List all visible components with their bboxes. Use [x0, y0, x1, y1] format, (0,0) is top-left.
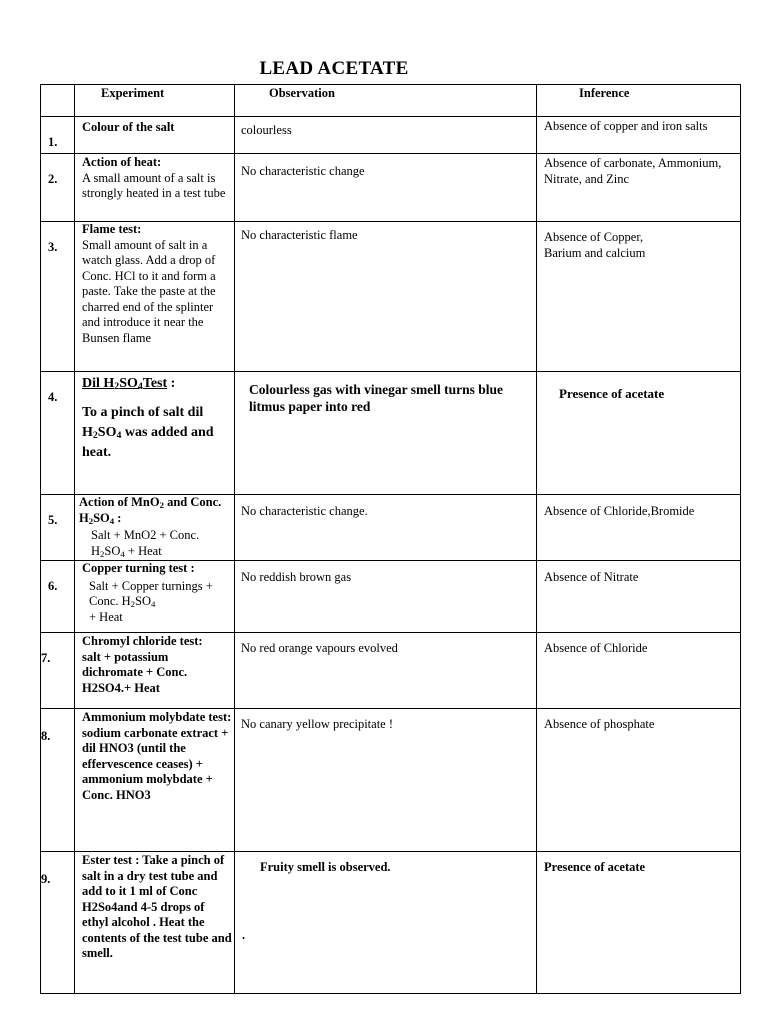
table-row — [41, 495, 741, 561]
table-row — [41, 117, 741, 154]
experiment-heading: Dil $H_2SO_4Test$ : — [82, 376, 176, 392]
inference-cell: Absence of carbonate, Ammonium, Nitrate, and Zinc — [537, 154, 741, 222]
experiment-cell — [75, 633, 235, 709]
experiment-heading: Copper turning test : — [82, 561, 195, 575]
observation-cell: No characteristic flame — [235, 222, 537, 372]
inference-cell: Presence of acetate — [537, 372, 741, 495]
row-number: 8. — [41, 709, 75, 852]
experiment-heading: Ester test : Take a pinch of — [82, 853, 225, 867]
row-number: 3. — [41, 222, 75, 372]
observation-cell: Colourless gas with vinegar smell turns blue litmus paper into red — [235, 372, 537, 495]
page-title: LEAD ACETATE — [259, 58, 409, 79]
experiment-cell — [75, 222, 235, 372]
experiment-heading: Flame test: — [82, 222, 142, 236]
experiment-description: A small amount of a salt is strongly heated in a test tube — [82, 170, 226, 200]
row-number: 9. — [41, 852, 75, 994]
experiment-description: Salt + Copper turnings + Conc. $H_2SO_4$ + Heat — [89, 578, 213, 624]
row-number: 6. — [41, 561, 75, 633]
experiment-description: Salt + MnO2 + Conc. $H_2SO_4$ + Heat — [91, 528, 200, 559]
experiment-heading: Chromyl chloride test: — [82, 634, 203, 648]
experiment-cell — [75, 117, 235, 154]
experiment-heading: Ammonium molybdate test: — [82, 710, 232, 724]
observation-cell: colourless — [235, 117, 537, 154]
results-table — [40, 84, 741, 994]
header-experiment: Experiment — [75, 85, 235, 117]
experiment-cell — [75, 709, 235, 852]
row-number: 4. — [41, 372, 75, 495]
inference-cell: Absence of phosphate — [537, 709, 741, 852]
row-number: 7. — [41, 633, 75, 709]
experiment-description: Small amount of salt in a watch glass. Add a drop of Conc. HCl to it and form a paste. Take the paste at the charred end of the splinter and introduce it near the Bunsen flame — [82, 237, 216, 345]
table-row — [41, 222, 741, 372]
experiment-heading: Action of MnO$_2$ and Conc. $H_2SO_4$ : — [79, 495, 222, 526]
inference-cell: Absence of Chloride,Bromide — [537, 495, 741, 561]
experiment-cell — [75, 154, 235, 222]
experiment-heading: Colour of the salt — [82, 120, 175, 134]
inference-cell: Absence of Copper, Barium and calcium — [537, 222, 741, 372]
experiment-description: sodium carbonate extract + dil HNO3 (until the effervescence ceases) + ammonium molybdate + Conc. HNO3 — [82, 725, 229, 802]
observation-cell: No characteristic change. — [235, 495, 537, 561]
observation-mark: . — [242, 927, 246, 942]
row-number: 1. — [41, 117, 75, 154]
table-row — [41, 709, 741, 852]
table-row — [41, 372, 741, 495]
observation-cell: No reddish brown gas — [235, 561, 537, 633]
header-number — [41, 85, 75, 117]
experiment-description: salt in a dry test tube and add to it 1 ml of Conc H2So4and 4-5 drops of ethyl alcohol . Heat the contents of the test tube and smell. — [82, 868, 232, 960]
inference-cell: Absence of Chloride — [537, 633, 741, 709]
row-number: 2. — [41, 154, 75, 222]
experiment-heading: Action of heat: — [82, 155, 162, 169]
observation-cell: Fruity smell is observed. . — [235, 852, 537, 994]
inference-cell: Absence of Nitrate — [537, 561, 741, 633]
experiment-cell — [75, 561, 235, 633]
table-row — [41, 852, 741, 994]
table-row — [41, 154, 741, 222]
row-number: 5. — [41, 495, 75, 561]
experiment-cell — [75, 495, 235, 561]
observation-cell: No characteristic change — [235, 154, 537, 222]
experiment-description: salt + potassium dichromate + Conc. H2SO4.+ Heat — [82, 649, 188, 695]
header-inference: Inference — [537, 85, 741, 117]
inference-cell: Absence of copper and iron salts — [537, 117, 741, 154]
inference-cell: Presence of acetate — [537, 852, 741, 994]
table-row — [41, 561, 741, 633]
experiment-description: To a pinch of salt dil $H_2SO_4$ was added and heat. — [82, 405, 214, 460]
table-header-row — [41, 85, 741, 117]
experiment-cell — [75, 852, 235, 994]
observation-cell: No canary yellow precipitate ! — [235, 709, 537, 852]
experiment-cell — [75, 372, 235, 495]
table-row — [41, 633, 741, 709]
observation-cell: No red orange vapours evolved — [235, 633, 537, 709]
header-observation: Observation — [235, 85, 537, 117]
